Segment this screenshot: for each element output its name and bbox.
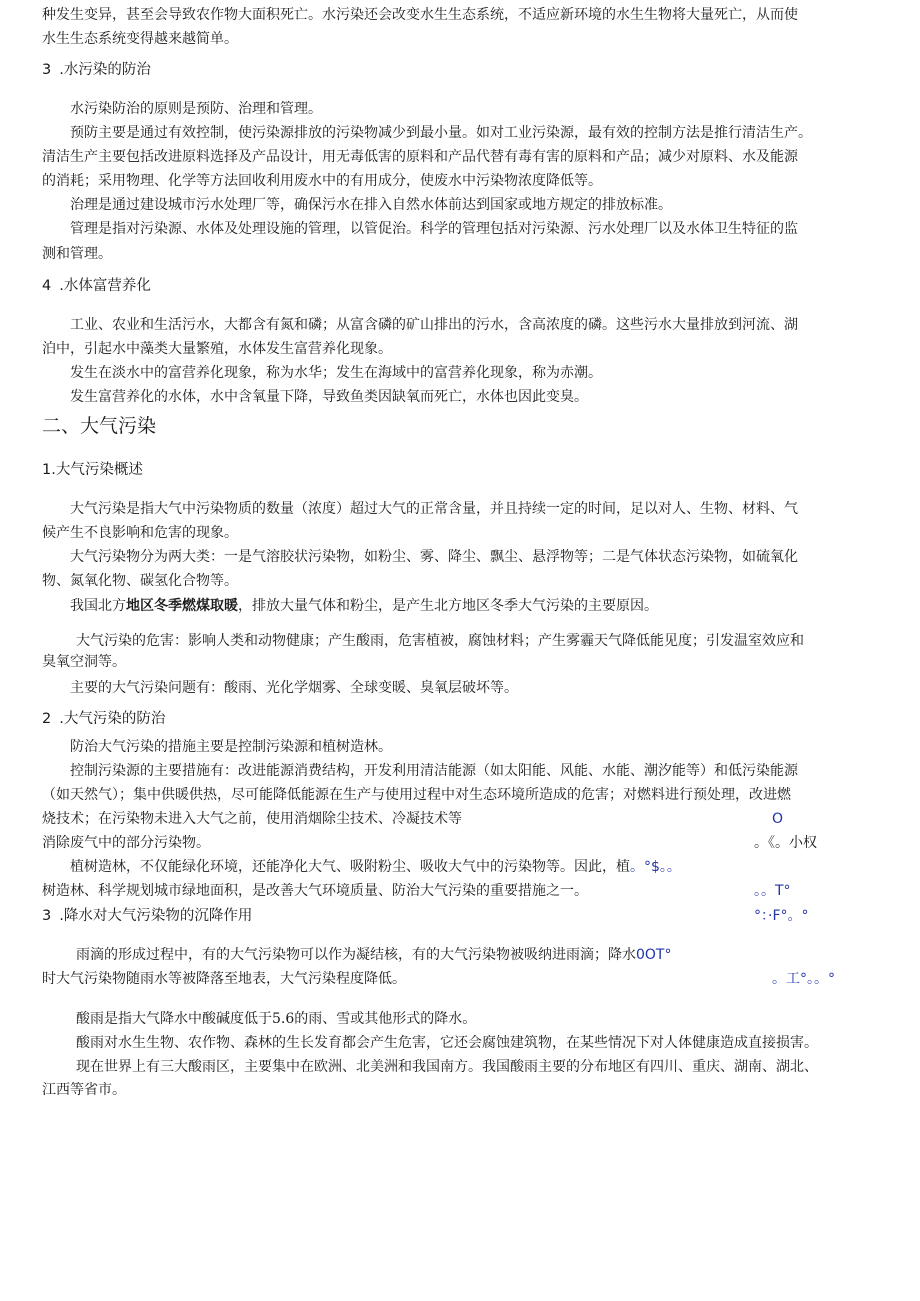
body-text-line [76, 944, 671, 966]
body-text-line: 大气污染的危害：影响人类和动物健康；产生酸雨，危害植被，腐蚀材料；产生雾霾天气降低能见度；引发温室效应和 [76, 633, 804, 649]
section-number: 2 [42, 711, 52, 727]
body-text-line: 大气污染物分为两大类：一是气溶胶状污染物，如粉尘、雾、降尘、飘尘、悬浮物等；二是气体状态污染物，如硫氧化 [70, 549, 798, 565]
body-text-line: 候产生不良影响和危害的现象。 [42, 525, 238, 541]
text-run: 我国北方 [70, 598, 126, 614]
body-text-line: 大气污染是指大气中污染物质的数量（浓度）超过大气的正常含量，并且持续一定的时间，足以对人、生物、材料、气 [70, 501, 798, 517]
ocr-noise-mark: 。。T° [754, 883, 791, 899]
body-text-line: 泊中，引起水中藻类大量繁殖，水体发生富营养化现象。 [42, 341, 392, 357]
bold-text-run: 地区冬季燃煤取暖 [126, 598, 238, 614]
body-text-line: 水生生态系统变得越来越简单。 [42, 31, 238, 47]
ocr-noise-mark: 。《。小权 [754, 835, 817, 851]
body-text-line: 预防主要是通过有效控制，使污染源排放的污染物减少到最小量。如对工业污染源，最有效的控制方法是推行清洁生产。 [70, 125, 812, 141]
section-title: .大气污染的防治 [59, 711, 166, 727]
body-text-line: 树造林、科学规划城市绿地面积，是改善大气环境质量、防治大气污染的重要措施之一。 [42, 883, 588, 899]
body-text-line [70, 595, 658, 617]
body-text-line: 酸雨对水生生物、农作物、森林的生长发育都会产生危害，它还会腐蚀建筑物，在某些情况下对人体健康造成直接损害。 [76, 1035, 818, 1051]
body-text-line: 烧技术；在污染物未进入大气之前，使用消烟除尘技术、冷凝技术等 [42, 811, 462, 827]
body-text-line: 水污染防治的原则是预防、治理和管理。 [70, 101, 322, 117]
body-text-line: 发生在淡水中的富营养化现象，称为水华；发生在海域中的富营养化现象，称为赤潮。 [70, 365, 602, 381]
section-heading-air-prevention [42, 708, 165, 730]
body-text-line: 现在世界上有三大酸雨区，主要集中在欧洲、北美洲和我国南方。我国酸雨主要的分布地区有四川、重庆、湖南、湖北、 [76, 1059, 818, 1075]
body-text-line: 主要的大气污染问题有：酸雨、光化学烟雾、全球变暖、臭氧层破坏等。 [70, 680, 518, 696]
ocr-noise-mark: 。工°。。° [772, 971, 835, 987]
section-heading-eutrophication [42, 275, 151, 297]
section-title: .降水对大气污染物的沉降作用 [59, 908, 253, 924]
body-text-line: 的消耗；采用物理、化学等方法回收利用废水中的有用成分，使废水中污染物浓度降低等。 [42, 173, 602, 189]
text-run: ，排放大量气体和粉尘，是产生北方地区冬季大气污染的主要原因。 [238, 598, 658, 614]
body-text-line: 清洁生产主要包括改进原料选择及产品设计，用无毒低害的原料和产品代替有毒有害的原料和产品；减少对原料、水及能源 [42, 149, 798, 165]
ocr-noise-mark: 。°$。。 [630, 859, 681, 875]
body-text-line: （如天然气）；集中供暖供热，尽可能降低能源在生产与使用过程中对生态环境所造成的危害；对燃料进行预处理，改进燃 [42, 787, 791, 803]
body-text-line: 消除废气中的部分污染物。 [42, 835, 210, 851]
body-text-line [70, 856, 681, 878]
ocr-noise-mark: 0OT° [636, 947, 672, 963]
chapter-heading-air-pollution: 二、大气污染 [42, 415, 157, 437]
body-text-line: 臭氧空洞等。 [42, 654, 126, 670]
body-text-line: 测和管理。 [42, 246, 112, 262]
section-title: .水体富营养化 [59, 278, 151, 294]
body-text-line: 物、氮氧化物、碳氢化合物等。 [42, 573, 238, 589]
body-text-line: 种发生变异，甚至会导致农作物大面积死亡。水污染还会改变水生生态系统，不适应新环境的水生生物将大量死亡，从而使 [42, 7, 798, 23]
body-text-line: 酸雨是指大气降水中酸碱度低于5.6的雨、雪或其他形式的降水。 [76, 1011, 477, 1027]
ocr-noise-mark: O [772, 811, 784, 827]
body-text-line: 管理是指对污染源、水体及处理设施的管理，以管促治。科学的管理包括对污染源、污水处理厂以及水体卫生特征的监 [70, 221, 798, 237]
body-text-line: 发生富营养化的水体，水中含氧量下降，导致鱼类因缺氧而死亡，水体也因此变臭。 [70, 389, 588, 405]
section-heading-rain-deposition [42, 905, 252, 927]
body-text-line: 治理是通过建设城市污水处理厂等，确保污水在排入自然水体前达到国家或地方规定的排放标准。 [70, 197, 672, 213]
section-number: 4 [42, 278, 52, 294]
section-number: 3 [42, 62, 52, 78]
body-text-line: 控制污染源的主要措施有：改进能源消费结构，开发利用清洁能源（如太阳能、风能、水能、潮汐能等）和低污染能源 [70, 763, 798, 779]
text-run: 植树造林，不仅能绿化环境，还能净化大气、吸附粉尘、吸收大气中的污染物等。因此，植 [70, 859, 630, 875]
body-text-line: 江西等省市。 [42, 1082, 126, 1098]
body-text-line: 时大气污染物随雨水等被降落至地表，大气污染程度降低。 [42, 971, 406, 987]
section-heading-air-overview: 1.大气污染概述 [42, 462, 143, 478]
section-heading-water-prevention [42, 59, 151, 81]
body-text-line: 工业、农业和生活污水，大都含有氮和磷；从富含磷的矿山排出的污水，含高浓度的磷。这些污水大量排放到河流、湖 [70, 317, 798, 333]
body-text-line: 防治大气污染的措施主要是控制污染源和植树造林。 [70, 739, 392, 755]
section-number: 3 [42, 908, 52, 924]
section-title: .水污染的防治 [59, 62, 151, 78]
text-run: 雨滴的形成过程中，有的大气污染物可以作为凝结核，有的大气污染物被吸纳进雨滴；降水 [76, 947, 636, 963]
ocr-noise-mark: °：·F°。° [754, 908, 809, 924]
